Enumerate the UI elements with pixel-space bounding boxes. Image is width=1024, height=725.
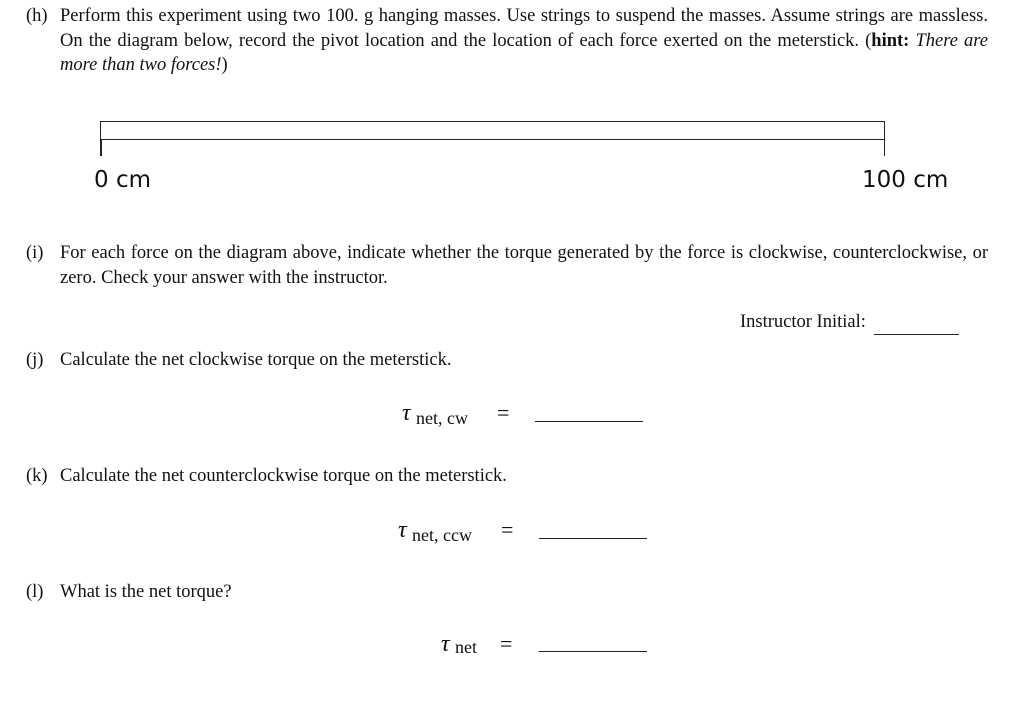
question-j-text: Calculate the net clockwise torque on the meterstick. — [60, 350, 452, 370]
answer-blank-net[interactable] — [539, 651, 647, 652]
instructor-initial-label: Instructor Initial: — [740, 312, 866, 332]
question-l-text: What is the net torque? — [60, 582, 232, 602]
question-i-text: For each force on the diagram above, indicate whether the torque generated by the force is clockwise, counterclockwise, or zero. Check your answer with the instructor. — [60, 243, 988, 288]
question-h-main: Perform this experiment using two 100. g hanging masses. Use strings to suspend the masses. Assume strings are massless. On the diagram below, record the pivot location and the location of each force exerted on the meterstick. ( — [60, 6, 988, 51]
zero-cm-label: 0 cm — [94, 167, 151, 193]
instructor-initial-blank[interactable] — [874, 310, 959, 335]
tau-symbol: τ — [402, 400, 411, 426]
equation-net-cw — [0, 398, 1024, 432]
equals-sign: = — [501, 517, 514, 542]
hundred-cm-tick — [884, 139, 886, 156]
meterstick-diagram — [100, 121, 885, 140]
answer-blank-ccw[interactable] — [539, 538, 647, 539]
equals-sign: = — [497, 400, 510, 425]
question-j — [26, 348, 988, 373]
question-h — [26, 4, 988, 78]
hundred-cm-label: 100 cm — [862, 167, 949, 193]
tau-symbol: τ — [441, 631, 450, 657]
hint-close: ) — [221, 55, 228, 75]
hint-text: There are more than two forces! — [60, 30, 989, 75]
question-k-text: Calculate the net counterclockwise torque on the meterstick. — [60, 466, 507, 486]
subscript-net: net — [455, 637, 477, 657]
question-i — [26, 241, 988, 290]
question-k — [26, 464, 988, 489]
answer-blank-cw[interactable] — [535, 421, 643, 422]
question-j-label: (j) — [26, 350, 44, 370]
hint-label: hint: — [871, 30, 910, 51]
question-h-text — [60, 4, 988, 78]
zero-cm-tick — [100, 139, 102, 156]
question-l-label: (l) — [26, 582, 44, 602]
question-h-label: (h) — [26, 6, 48, 26]
equation-net — [0, 629, 1024, 663]
subscript-net-ccw: net, ccw — [412, 525, 472, 545]
subscript-net-cw: net, cw — [416, 408, 468, 428]
question-l — [26, 580, 988, 605]
question-k-label: (k) — [26, 466, 48, 486]
equation-net-ccw — [0, 515, 1024, 549]
tau-symbol: τ — [398, 517, 407, 543]
instructor-initial — [740, 310, 959, 335]
equals-sign: = — [500, 631, 513, 656]
question-i-label: (i) — [26, 243, 44, 263]
